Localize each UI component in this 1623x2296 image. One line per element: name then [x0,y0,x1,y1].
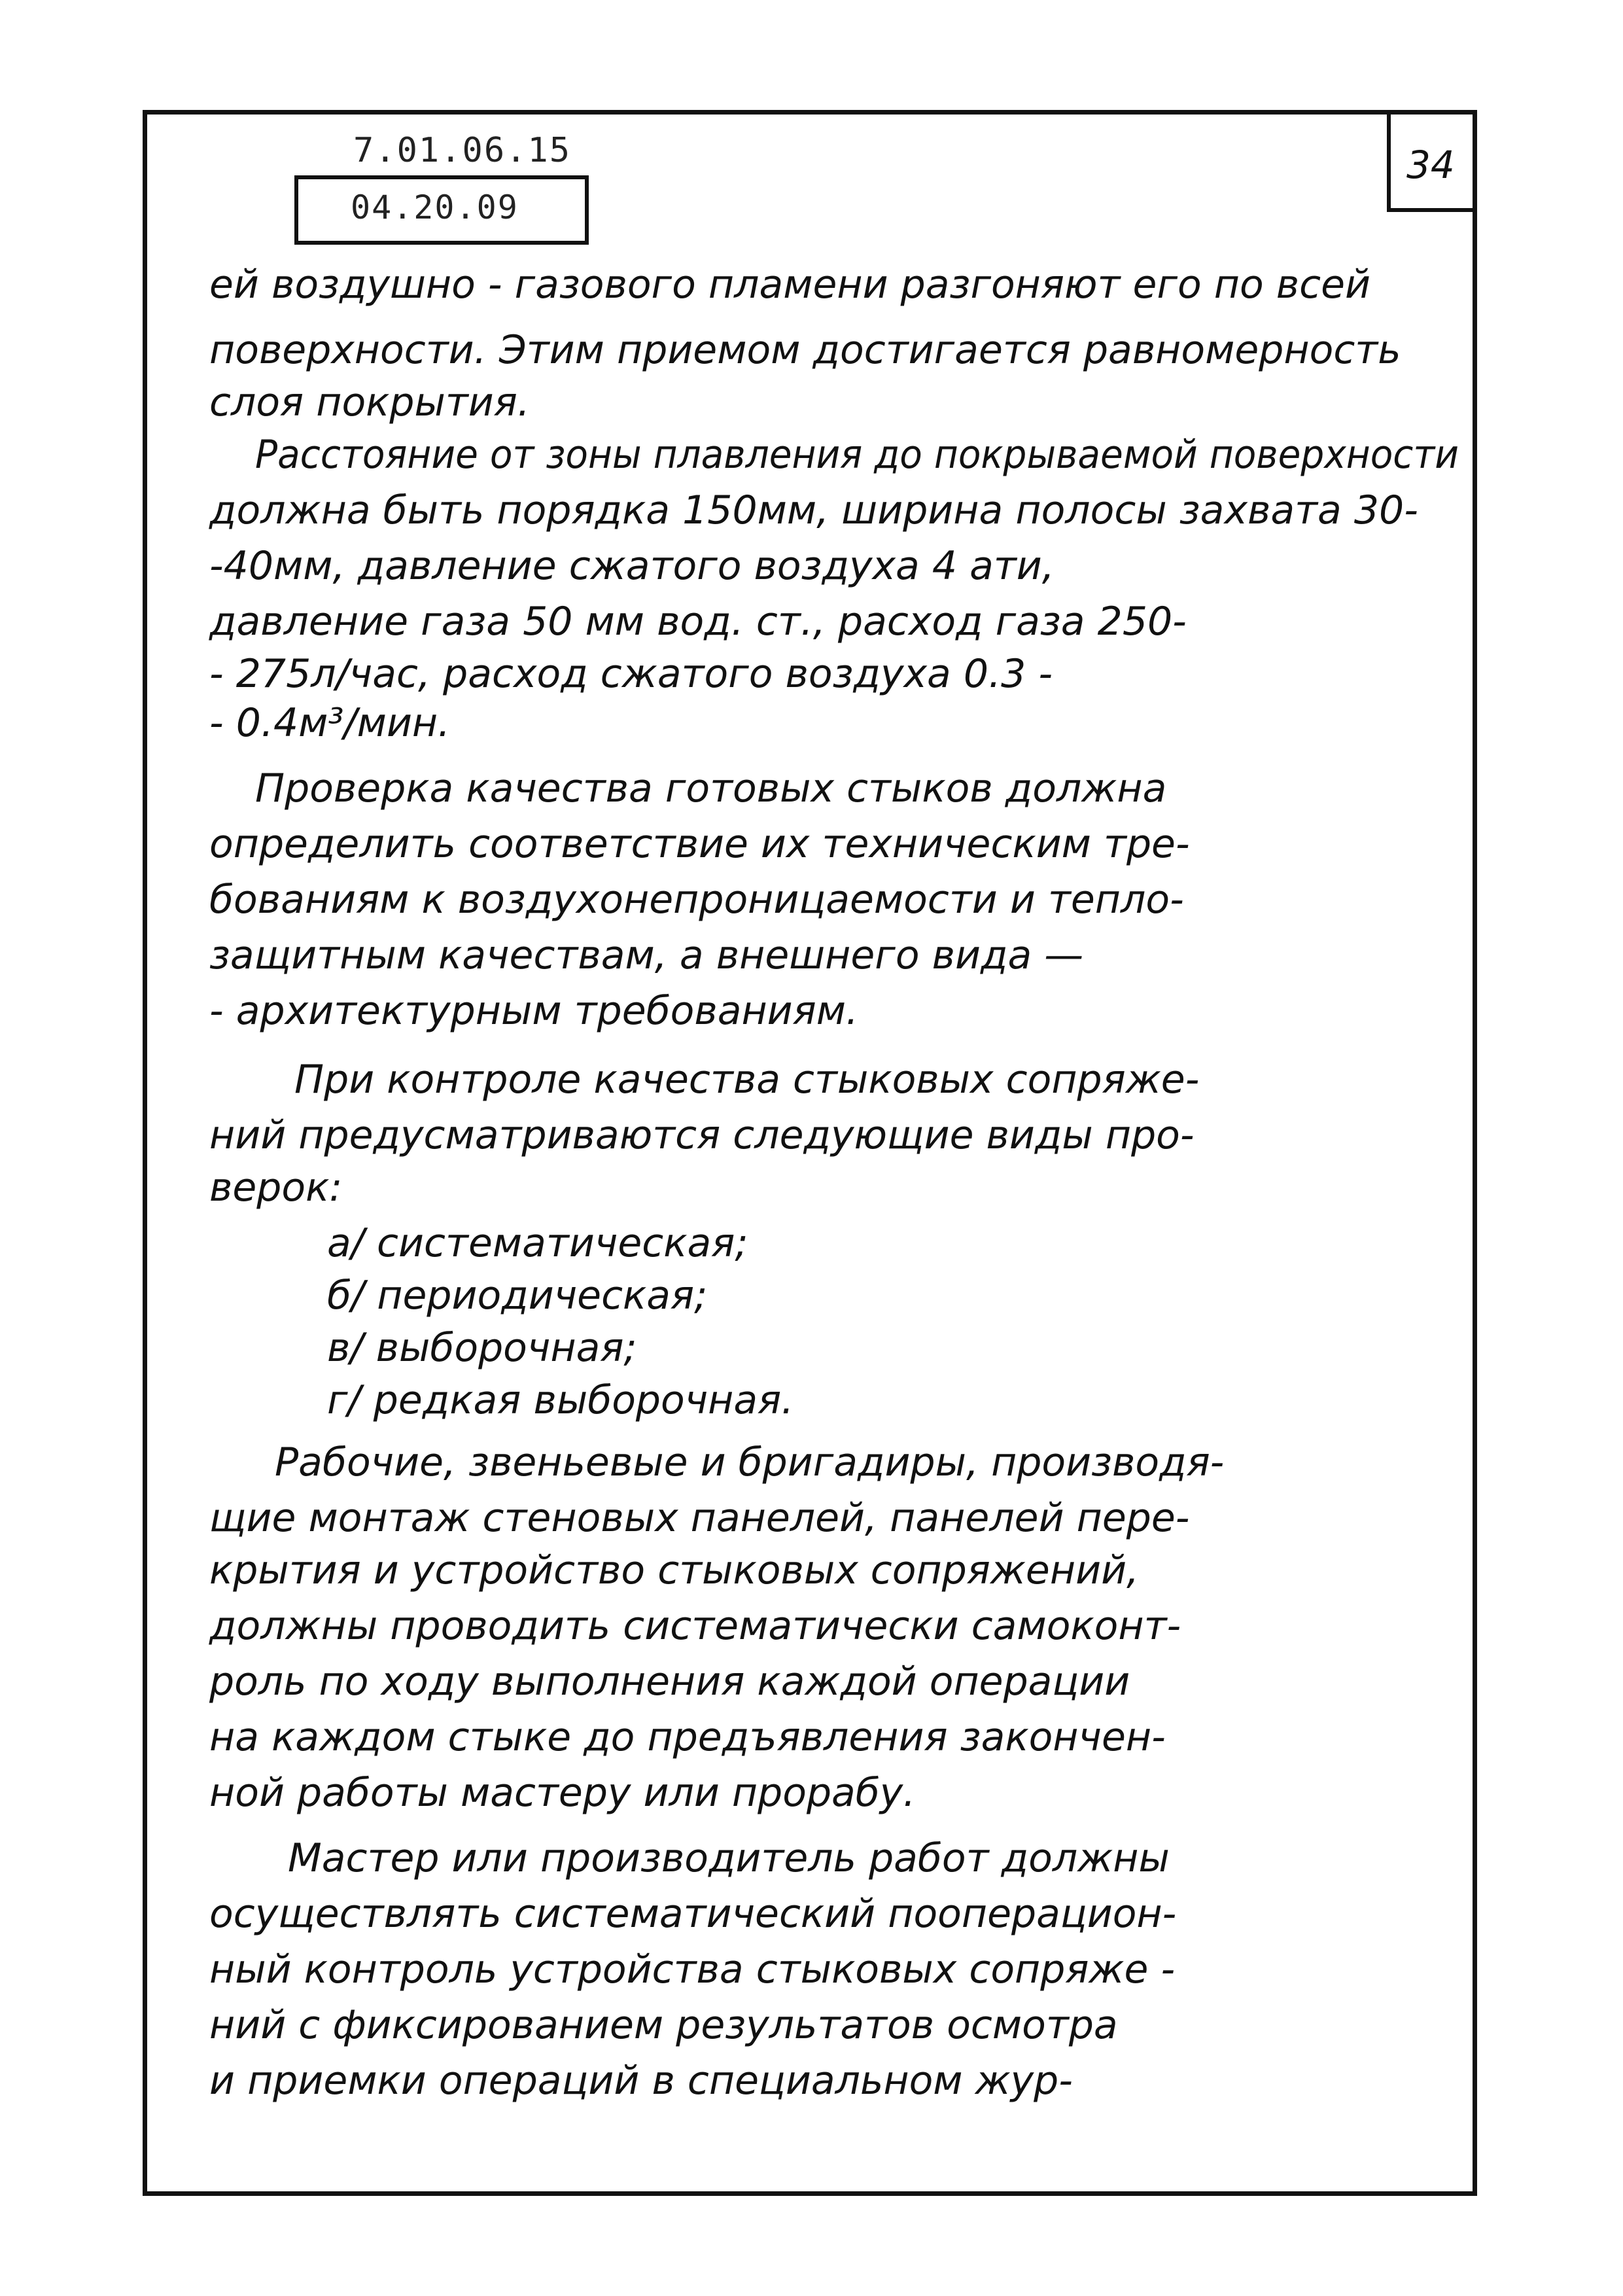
text-line: -40мм, давление сжатого воздуха 4 ати, [209,543,1055,589]
text-line: защитным качествам, а внешнего вида — [209,932,1084,978]
text-line: ний с фиксированием результатов осмотра [209,2002,1118,2048]
text-line: - 275л/час, расход сжатого воздуха 0.3 - [209,651,1053,697]
text-line: При контроле качества стыковых сопряже- [294,1057,1200,1103]
text-line: - 0.4м³/мин. [209,700,451,746]
page-number: 34 [1406,143,1455,187]
text-line: г/ редкая выборочная. [327,1377,794,1423]
text-line: осуществлять систематический пооперацион- [209,1891,1177,1937]
text-line: слоя покрытия. [209,380,530,425]
text-line: а/ систематическая; [327,1220,748,1266]
text-line: на каждом стыке до предъявления закончен- [209,1714,1166,1760]
text-line: крытия и устройство стыковых сопряжений, [209,1547,1140,1593]
text-line: б/ периодическая; [327,1273,708,1318]
text-line: Мастер или производитель работ должны [288,1835,1170,1881]
page-number-box [1387,113,1475,212]
text-line: верок: [209,1165,343,1210]
text-line: давление газа 50 мм вод. ст., расход газа 250- [209,599,1187,645]
text-line: должна быть порядка 150мм, ширина полосы захвата 30- [209,487,1418,533]
text-line: - архитектурным требованиям. [209,988,859,1034]
stamp-number: 04.20.09 [351,188,519,226]
document-code: 7.01.06.15 [353,131,572,170]
text-line: и приемки операций в специальном жур- [209,2058,1073,2104]
text-line: ный контроль устройства стыковых сопряже - [209,1947,1176,1992]
stamp-box [294,175,589,245]
text-line: роль по ходу выполнения каждой операции [209,1659,1130,1704]
text-line: Расстояние от зоны плавления до покрываемой поверхности [255,432,1459,478]
text-line: должны проводить систематически самоконт- [209,1603,1181,1649]
text-line: определить соответствие их техническим тре- [209,821,1190,867]
text-line: поверхности. Этим приемом достигается равномерность [209,327,1401,373]
text-line: бованиям к воздухонепроницаемости и тепло- [209,877,1184,923]
text-line: в/ выборочная; [327,1325,637,1371]
text-line: ной работы мастеру или прорабу. [209,1770,916,1816]
text-line: ний предусматриваются следующие виды про- [209,1112,1195,1158]
text-line: Рабочие, звеньевые и бригадиры, производя- [275,1439,1225,1485]
text-line: ей воздушно - газового пламени разгоняют его по всей [209,262,1371,308]
text-line: щие монтаж стеновых панелей, панелей пере- [209,1495,1190,1541]
text-line: Проверка качества готовых стыков должна [255,766,1167,811]
